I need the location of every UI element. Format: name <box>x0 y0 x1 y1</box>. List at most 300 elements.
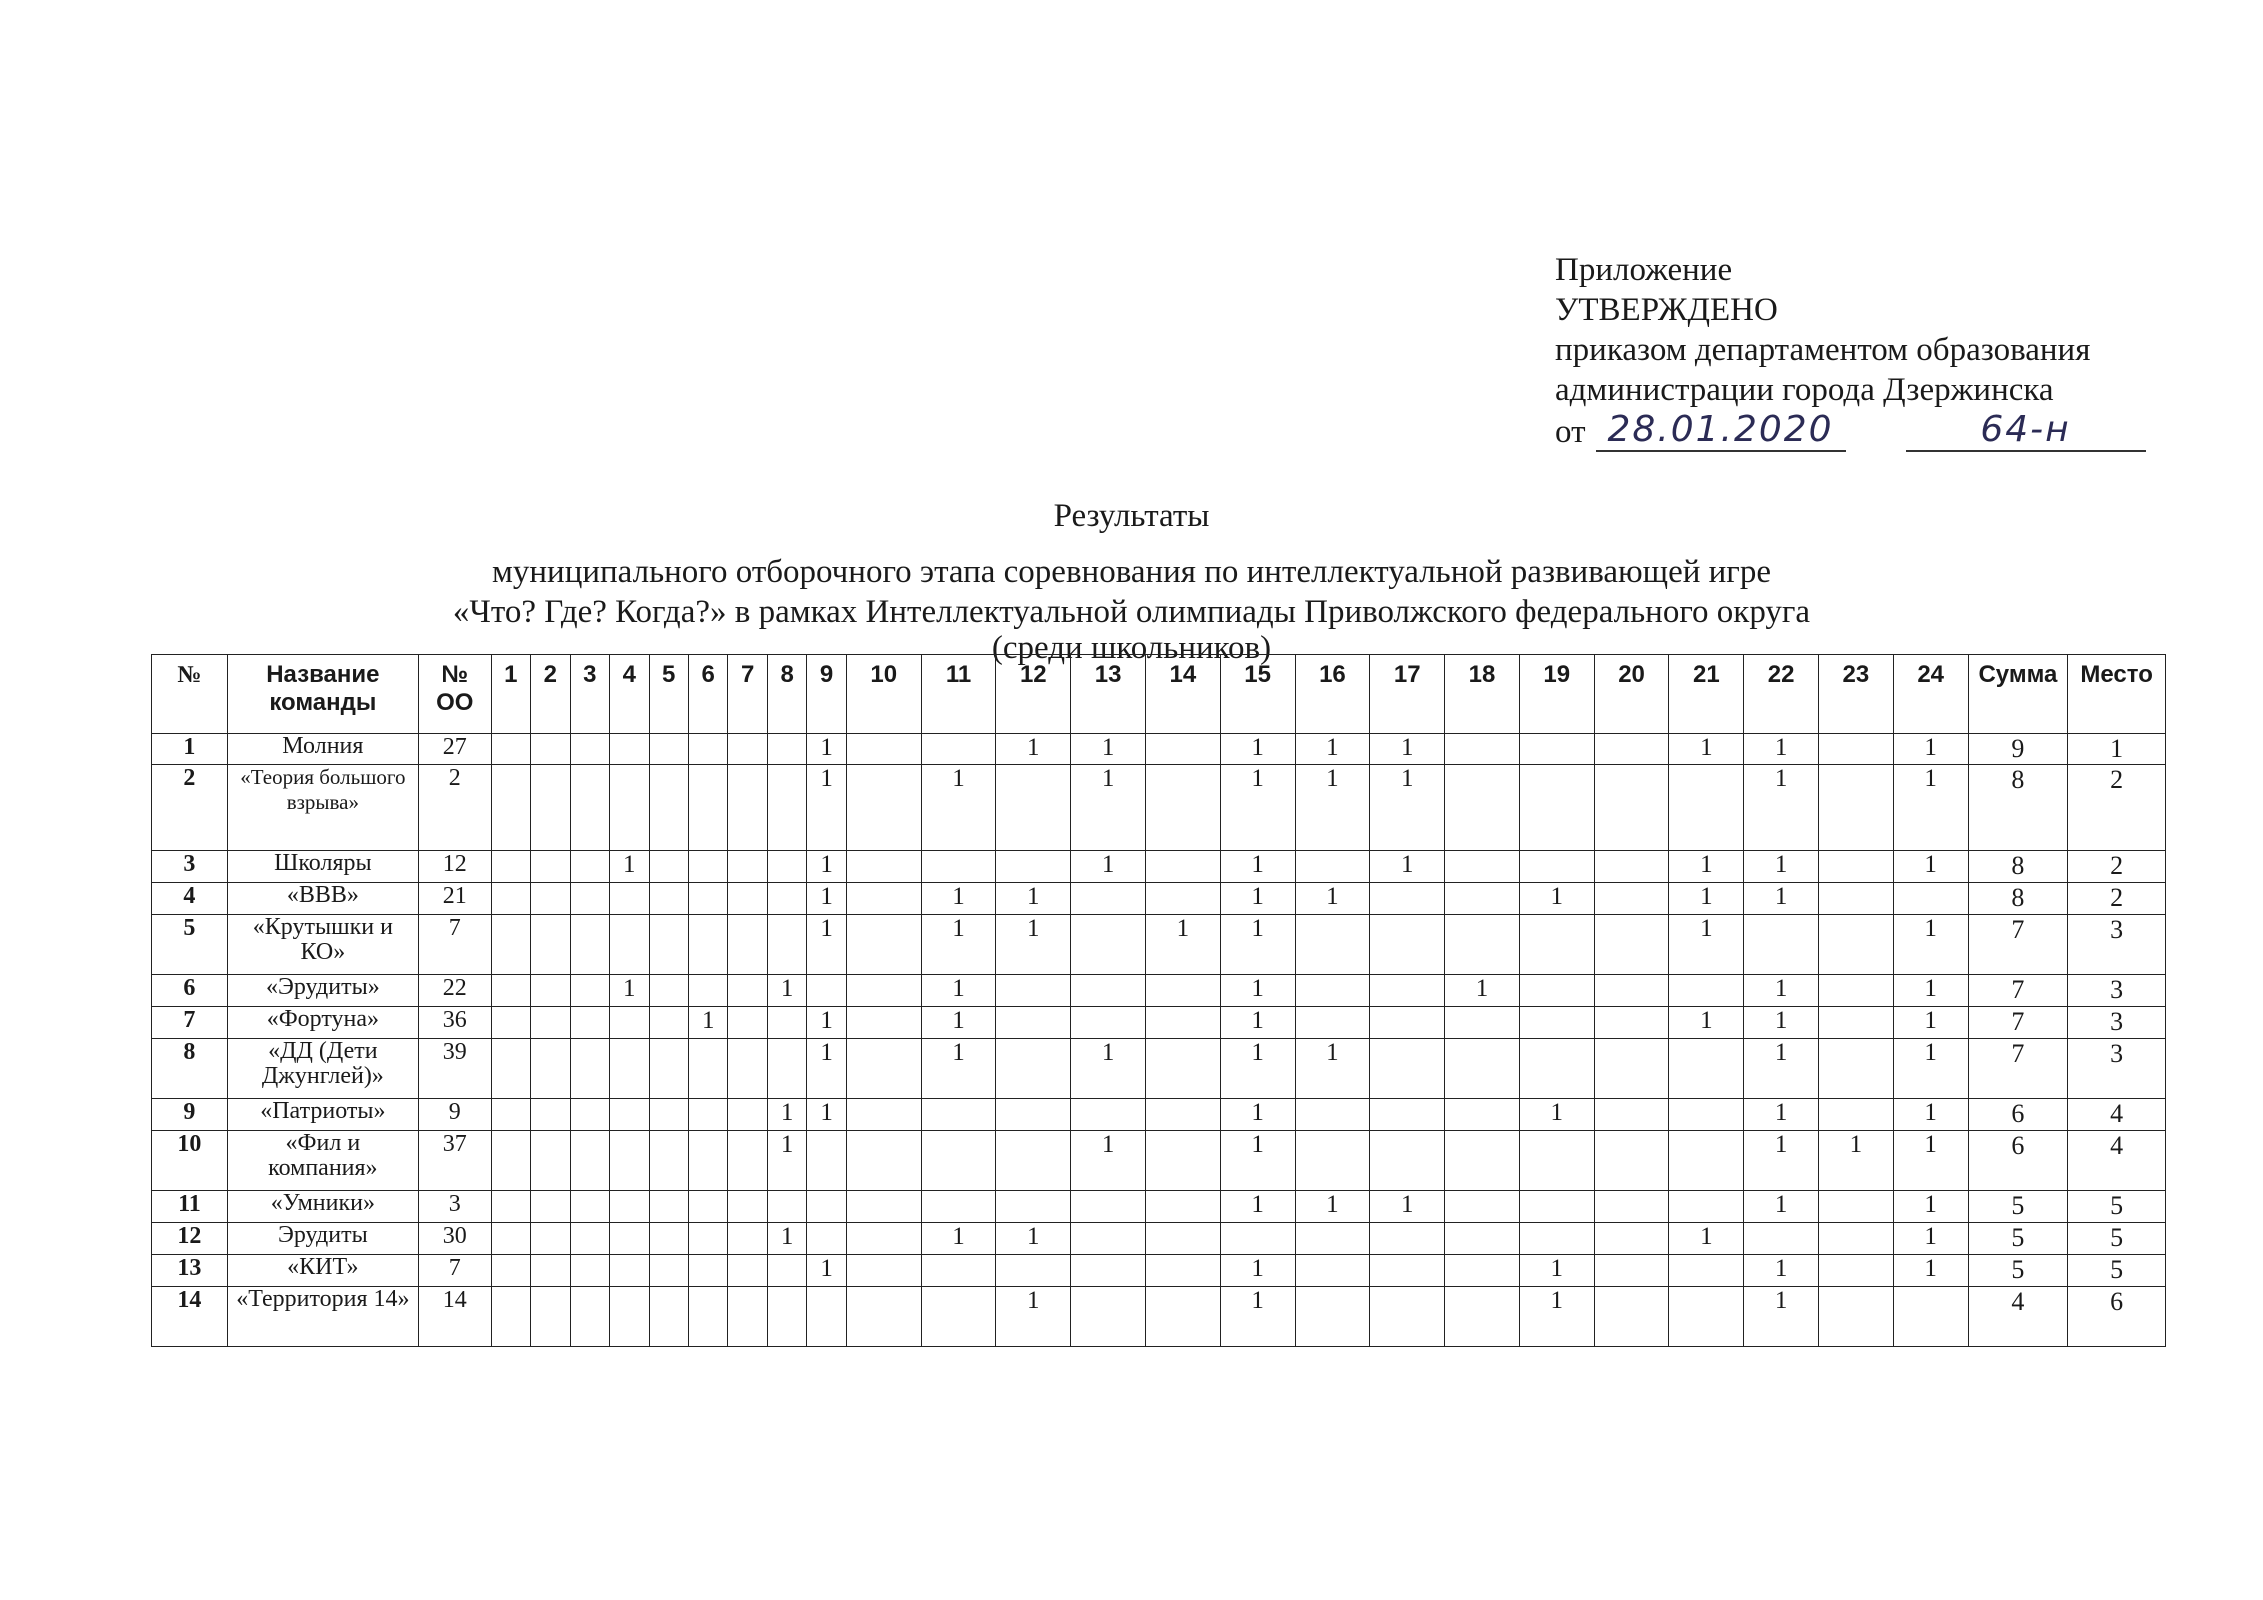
question-22-score: 1 <box>1744 1255 1819 1287</box>
total-score: 7 <box>1968 975 2068 1007</box>
question-13-score <box>1071 883 1146 915</box>
question-16-score <box>1295 1223 1370 1255</box>
question-13-score: 1 <box>1071 1131 1146 1191</box>
question-8-score: 1 <box>767 1131 806 1191</box>
question-10-score <box>846 975 921 1007</box>
header-sum: Сумма <box>1968 655 2068 734</box>
question-22-score: 1 <box>1744 883 1819 915</box>
question-3-score <box>570 1131 609 1191</box>
question-22-score: 1 <box>1744 765 1819 851</box>
question-8-score <box>767 1287 806 1347</box>
question-16-score <box>1295 1131 1370 1191</box>
question-19-score: 1 <box>1519 1099 1594 1131</box>
question-5-score <box>649 1191 688 1223</box>
question-14-score <box>1145 1223 1220 1255</box>
header-question-12: 12 <box>996 655 1071 734</box>
total-score: 5 <box>1968 1255 2068 1287</box>
table-row <box>152 1287 2166 1347</box>
question-16-score: 1 <box>1295 734 1370 765</box>
question-18-score: 1 <box>1445 975 1520 1007</box>
place: 5 <box>2068 1255 2166 1287</box>
question-22-score: 1 <box>1744 1099 1819 1131</box>
question-1-score <box>491 883 530 915</box>
question-8-score <box>767 765 806 851</box>
question-8-score: 1 <box>767 1099 806 1131</box>
question-5-score <box>649 1255 688 1287</box>
approval-date-row <box>1555 410 2235 452</box>
place: 1 <box>2068 734 2166 765</box>
question-1-score <box>491 975 530 1007</box>
row-number: 1 <box>152 734 228 765</box>
question-7-score <box>728 1255 767 1287</box>
question-10-score <box>846 1287 921 1347</box>
question-9-score: 1 <box>807 734 846 765</box>
team-name: Молния <box>227 734 418 765</box>
place: 3 <box>2068 915 2166 975</box>
question-19-score <box>1519 915 1594 975</box>
question-20-score <box>1594 1039 1669 1099</box>
question-8-score <box>767 915 806 975</box>
team-name: «Крутышки и КО» <box>227 915 418 975</box>
question-13-score <box>1071 1255 1146 1287</box>
question-15-score: 1 <box>1220 1007 1295 1039</box>
question-24-score: 1 <box>1893 915 1968 975</box>
question-8-score <box>767 883 806 915</box>
total-score: 8 <box>1968 851 2068 883</box>
place: 3 <box>2068 975 2166 1007</box>
total-score: 8 <box>1968 883 2068 915</box>
place: 6 <box>2068 1287 2166 1347</box>
question-17-score <box>1370 883 1445 915</box>
team-name: «Эрудиты» <box>227 975 418 1007</box>
total-score: 6 <box>1968 1131 2068 1191</box>
question-16-score <box>1295 975 1370 1007</box>
question-6-score <box>688 765 727 851</box>
question-1-score <box>491 1223 530 1255</box>
place: 2 <box>2068 851 2166 883</box>
table-header-row <box>152 655 2166 734</box>
question-3-score <box>570 734 609 765</box>
place: 5 <box>2068 1191 2166 1223</box>
team-name: «Фортуна» <box>227 1007 418 1039</box>
total-score: 5 <box>1968 1191 2068 1223</box>
question-5-score <box>649 1287 688 1347</box>
question-1-score <box>491 1039 530 1099</box>
header-question-19: 19 <box>1519 655 1594 734</box>
question-3-score <box>570 1039 609 1099</box>
team-name: «Патриоты» <box>227 1099 418 1131</box>
question-21-score: 1 <box>1669 915 1744 975</box>
row-number: 7 <box>152 1007 228 1039</box>
table-row <box>152 1255 2166 1287</box>
question-18-score <box>1445 1131 1520 1191</box>
row-number: 9 <box>152 1099 228 1131</box>
question-20-score <box>1594 765 1669 851</box>
header-question-23: 23 <box>1819 655 1894 734</box>
table-body <box>152 734 2166 1347</box>
question-15-score: 1 <box>1220 1131 1295 1191</box>
row-number: 10 <box>152 1131 228 1191</box>
question-9-score: 1 <box>807 883 846 915</box>
question-10-score <box>846 1007 921 1039</box>
question-23-score <box>1819 1191 1894 1223</box>
question-14-score <box>1145 1099 1220 1131</box>
question-21-score <box>1669 975 1744 1007</box>
question-15-score: 1 <box>1220 851 1295 883</box>
question-5-score <box>649 851 688 883</box>
question-9-score <box>807 1131 846 1191</box>
header-question-5: 5 <box>649 655 688 734</box>
question-12-score <box>996 1131 1071 1191</box>
question-10-score <box>846 883 921 915</box>
question-9-score: 1 <box>807 1039 846 1099</box>
question-1-score <box>491 1131 530 1191</box>
question-20-score <box>1594 1131 1669 1191</box>
question-13-score: 1 <box>1071 734 1146 765</box>
school-number: 12 <box>418 851 491 883</box>
question-22-score: 1 <box>1744 1131 1819 1191</box>
question-24-score <box>1893 1287 1968 1347</box>
question-24-score: 1 <box>1893 975 1968 1007</box>
question-19-score <box>1519 765 1594 851</box>
question-8-score <box>767 1255 806 1287</box>
question-21-score: 1 <box>1669 851 1744 883</box>
question-16-score <box>1295 851 1370 883</box>
question-1-score <box>491 734 530 765</box>
question-11-score: 1 <box>921 1039 996 1099</box>
table-row <box>152 915 2166 975</box>
question-18-score <box>1445 851 1520 883</box>
header-question-18: 18 <box>1445 655 1520 734</box>
question-14-score <box>1145 1039 1220 1099</box>
question-10-score <box>846 765 921 851</box>
question-17-score <box>1370 975 1445 1007</box>
question-19-score <box>1519 1007 1594 1039</box>
question-10-score <box>846 1191 921 1223</box>
question-14-score <box>1145 1191 1220 1223</box>
question-12-score <box>996 1255 1071 1287</box>
place: 2 <box>2068 765 2166 851</box>
question-9-score: 1 <box>807 1255 846 1287</box>
question-12-score <box>996 765 1071 851</box>
question-15-score: 1 <box>1220 1287 1295 1347</box>
question-2-score <box>531 1223 570 1255</box>
question-24-score: 1 <box>1893 1099 1968 1131</box>
question-21-score <box>1669 1131 1744 1191</box>
question-6-score <box>688 1039 727 1099</box>
question-11-score <box>921 1191 996 1223</box>
row-number: 11 <box>152 1191 228 1223</box>
question-15-score: 1 <box>1220 734 1295 765</box>
question-11-score: 1 <box>921 1223 996 1255</box>
question-2-score <box>531 883 570 915</box>
table-row <box>152 1191 2166 1223</box>
question-13-score <box>1071 1191 1146 1223</box>
question-19-score <box>1519 1039 1594 1099</box>
question-10-score <box>846 1223 921 1255</box>
question-6-score <box>688 915 727 975</box>
question-9-score <box>807 975 846 1007</box>
place: 3 <box>2068 1039 2166 1099</box>
question-4-score <box>610 1191 649 1223</box>
table-row <box>152 1099 2166 1131</box>
total-score: 5 <box>1968 1223 2068 1255</box>
question-20-score <box>1594 1099 1669 1131</box>
question-4-score <box>610 883 649 915</box>
question-22-score: 1 <box>1744 1007 1819 1039</box>
question-23-score: 1 <box>1819 1131 1894 1191</box>
row-number: 3 <box>152 851 228 883</box>
total-score: 4 <box>1968 1287 2068 1347</box>
question-2-score <box>531 851 570 883</box>
question-12-score: 1 <box>996 915 1071 975</box>
school-number: 21 <box>418 883 491 915</box>
header-question-24: 24 <box>1893 655 1968 734</box>
document-subtitle-1: муниципального отборочного этапа соревнования по интеллектуальной развивающей игре <box>492 554 1771 590</box>
team-name: Школяры <box>227 851 418 883</box>
question-2-score <box>531 975 570 1007</box>
question-18-score <box>1445 1191 1520 1223</box>
question-19-score <box>1519 1223 1594 1255</box>
question-21-score <box>1669 1287 1744 1347</box>
question-12-score: 1 <box>996 883 1071 915</box>
question-20-score <box>1594 1223 1669 1255</box>
question-5-score <box>649 915 688 975</box>
question-9-score: 1 <box>807 851 846 883</box>
question-4-score: 1 <box>610 851 649 883</box>
header-number: № <box>152 655 228 734</box>
team-name: «ВВВ» <box>227 883 418 915</box>
team-name: «Территория 14» <box>227 1287 418 1347</box>
question-23-score <box>1819 851 1894 883</box>
question-23-score <box>1819 765 1894 851</box>
question-24-score: 1 <box>1893 1223 1968 1255</box>
question-14-score <box>1145 851 1220 883</box>
header-question-10: 10 <box>846 655 921 734</box>
question-24-score: 1 <box>1893 1255 1968 1287</box>
question-7-score <box>728 1099 767 1131</box>
school-number: 27 <box>418 734 491 765</box>
question-3-score <box>570 1007 609 1039</box>
document-subtitle-2: «Что? Где? Когда?» в рамках Интеллектуальной олимпиады Приволжского федерального округа <box>452 594 1811 630</box>
question-6-score <box>688 1223 727 1255</box>
question-23-score <box>1819 1223 1894 1255</box>
question-23-score <box>1819 975 1894 1007</box>
question-13-score: 1 <box>1071 851 1146 883</box>
header-question-20: 20 <box>1594 655 1669 734</box>
question-10-score <box>846 1131 921 1191</box>
question-19-score <box>1519 1191 1594 1223</box>
header-question-17: 17 <box>1370 655 1445 734</box>
question-17-score: 1 <box>1370 851 1445 883</box>
team-name: «ДД (Дети Джунглей)» <box>227 1039 418 1099</box>
question-4-score <box>610 765 649 851</box>
question-22-score: 1 <box>1744 734 1819 765</box>
question-18-score <box>1445 883 1520 915</box>
place: 4 <box>2068 1099 2166 1131</box>
question-15-score: 1 <box>1220 1099 1295 1131</box>
table-row <box>152 765 2166 851</box>
question-2-score <box>531 915 570 975</box>
question-9-score: 1 <box>807 1099 846 1131</box>
question-22-score: 1 <box>1744 1287 1819 1347</box>
table-row <box>152 851 2166 883</box>
question-5-score <box>649 1223 688 1255</box>
question-7-score <box>728 765 767 851</box>
question-14-score <box>1145 1131 1220 1191</box>
question-4-score <box>610 1223 649 1255</box>
question-24-score: 1 <box>1893 851 1968 883</box>
question-8-score <box>767 1191 806 1223</box>
question-10-score <box>846 1039 921 1099</box>
header-question-13: 13 <box>1071 655 1146 734</box>
school-number: 22 <box>418 975 491 1007</box>
question-17-score <box>1370 1287 1445 1347</box>
question-7-score <box>728 1131 767 1191</box>
question-19-score <box>1519 975 1594 1007</box>
question-12-score: 1 <box>996 734 1071 765</box>
question-16-score <box>1295 1287 1370 1347</box>
question-12-score <box>996 1099 1071 1131</box>
row-number: 2 <box>152 765 228 851</box>
question-12-score <box>996 1191 1071 1223</box>
question-11-score <box>921 1287 996 1347</box>
question-23-score <box>1819 1287 1894 1347</box>
question-15-score: 1 <box>1220 765 1295 851</box>
question-2-score <box>531 765 570 851</box>
school-number: 36 <box>418 1007 491 1039</box>
question-22-score: 1 <box>1744 851 1819 883</box>
question-3-score <box>570 851 609 883</box>
row-number: 4 <box>152 883 228 915</box>
question-11-score: 1 <box>921 765 996 851</box>
question-18-score <box>1445 915 1520 975</box>
question-14-score: 1 <box>1145 915 1220 975</box>
question-15-score: 1 <box>1220 1191 1295 1223</box>
question-9-score <box>807 1287 846 1347</box>
question-4-score <box>610 1039 649 1099</box>
question-23-score <box>1819 1099 1894 1131</box>
question-18-score <box>1445 1099 1520 1131</box>
question-17-score <box>1370 1131 1445 1191</box>
question-24-score: 1 <box>1893 734 1968 765</box>
question-6-score <box>688 975 727 1007</box>
total-score: 7 <box>1968 1039 2068 1099</box>
question-21-score <box>1669 1255 1744 1287</box>
question-1-score <box>491 765 530 851</box>
question-17-score: 1 <box>1370 1191 1445 1223</box>
question-9-score <box>807 1191 846 1223</box>
question-5-score <box>649 1007 688 1039</box>
question-2-score <box>531 734 570 765</box>
total-score: 9 <box>1968 734 2068 765</box>
question-10-score <box>846 915 921 975</box>
school-number: 39 <box>418 1039 491 1099</box>
question-8-score <box>767 1039 806 1099</box>
approval-block <box>1555 250 2235 452</box>
question-7-score <box>728 851 767 883</box>
question-4-score: 1 <box>610 975 649 1007</box>
question-7-score <box>728 1223 767 1255</box>
question-16-score: 1 <box>1295 883 1370 915</box>
question-23-score <box>1819 1007 1894 1039</box>
results-table <box>151 654 2166 1347</box>
header-place: Место <box>2068 655 2166 734</box>
question-1-score <box>491 851 530 883</box>
question-21-score <box>1669 765 1744 851</box>
question-18-score <box>1445 1039 1520 1099</box>
question-6-score <box>688 1131 727 1191</box>
total-score: 7 <box>1968 1007 2068 1039</box>
question-17-score <box>1370 1007 1445 1039</box>
question-19-score <box>1519 851 1594 883</box>
school-number: 9 <box>418 1099 491 1131</box>
question-6-score <box>688 734 727 765</box>
question-14-score <box>1145 1255 1220 1287</box>
row-number: 12 <box>152 1223 228 1255</box>
question-20-score <box>1594 1191 1669 1223</box>
question-6-score <box>688 1255 727 1287</box>
school-number: 30 <box>418 1223 491 1255</box>
question-23-score <box>1819 1255 1894 1287</box>
question-4-score <box>610 1099 649 1131</box>
table-row <box>152 975 2166 1007</box>
question-18-score <box>1445 1255 1520 1287</box>
question-11-score <box>921 1131 996 1191</box>
question-15-score <box>1220 1223 1295 1255</box>
header-question-9: 9 <box>807 655 846 734</box>
question-6-score <box>688 1099 727 1131</box>
header-question-16: 16 <box>1295 655 1370 734</box>
question-24-score <box>1893 883 1968 915</box>
question-24-score: 1 <box>1893 1039 1968 1099</box>
total-score: 6 <box>1968 1099 2068 1131</box>
question-17-score <box>1370 1255 1445 1287</box>
school-number: 14 <box>418 1287 491 1347</box>
question-4-score <box>610 1131 649 1191</box>
question-19-score <box>1519 1131 1594 1191</box>
question-20-score <box>1594 975 1669 1007</box>
question-17-score <box>1370 1223 1445 1255</box>
question-3-score <box>570 975 609 1007</box>
question-21-score: 1 <box>1669 734 1744 765</box>
header-question-11: 11 <box>921 655 996 734</box>
question-2-score <box>531 1039 570 1099</box>
question-8-score <box>767 734 806 765</box>
question-11-score: 1 <box>921 1007 996 1039</box>
question-15-score: 1 <box>1220 1255 1295 1287</box>
row-number: 5 <box>152 915 228 975</box>
question-3-score <box>570 1099 609 1131</box>
question-22-score: 1 <box>1744 1039 1819 1099</box>
question-6-score <box>688 851 727 883</box>
question-15-score: 1 <box>1220 1039 1295 1099</box>
question-18-score <box>1445 734 1520 765</box>
question-14-score <box>1145 1287 1220 1347</box>
question-9-score: 1 <box>807 915 846 975</box>
question-5-score <box>649 1131 688 1191</box>
question-11-score <box>921 1255 996 1287</box>
team-name: «Фил и компания» <box>227 1131 418 1191</box>
question-23-score <box>1819 883 1894 915</box>
question-11-score: 1 <box>921 975 996 1007</box>
question-17-score <box>1370 1099 1445 1131</box>
place: 4 <box>2068 1131 2166 1191</box>
question-18-score <box>1445 1287 1520 1347</box>
header-question-4: 4 <box>610 655 649 734</box>
question-1-score <box>491 915 530 975</box>
question-16-score <box>1295 915 1370 975</box>
